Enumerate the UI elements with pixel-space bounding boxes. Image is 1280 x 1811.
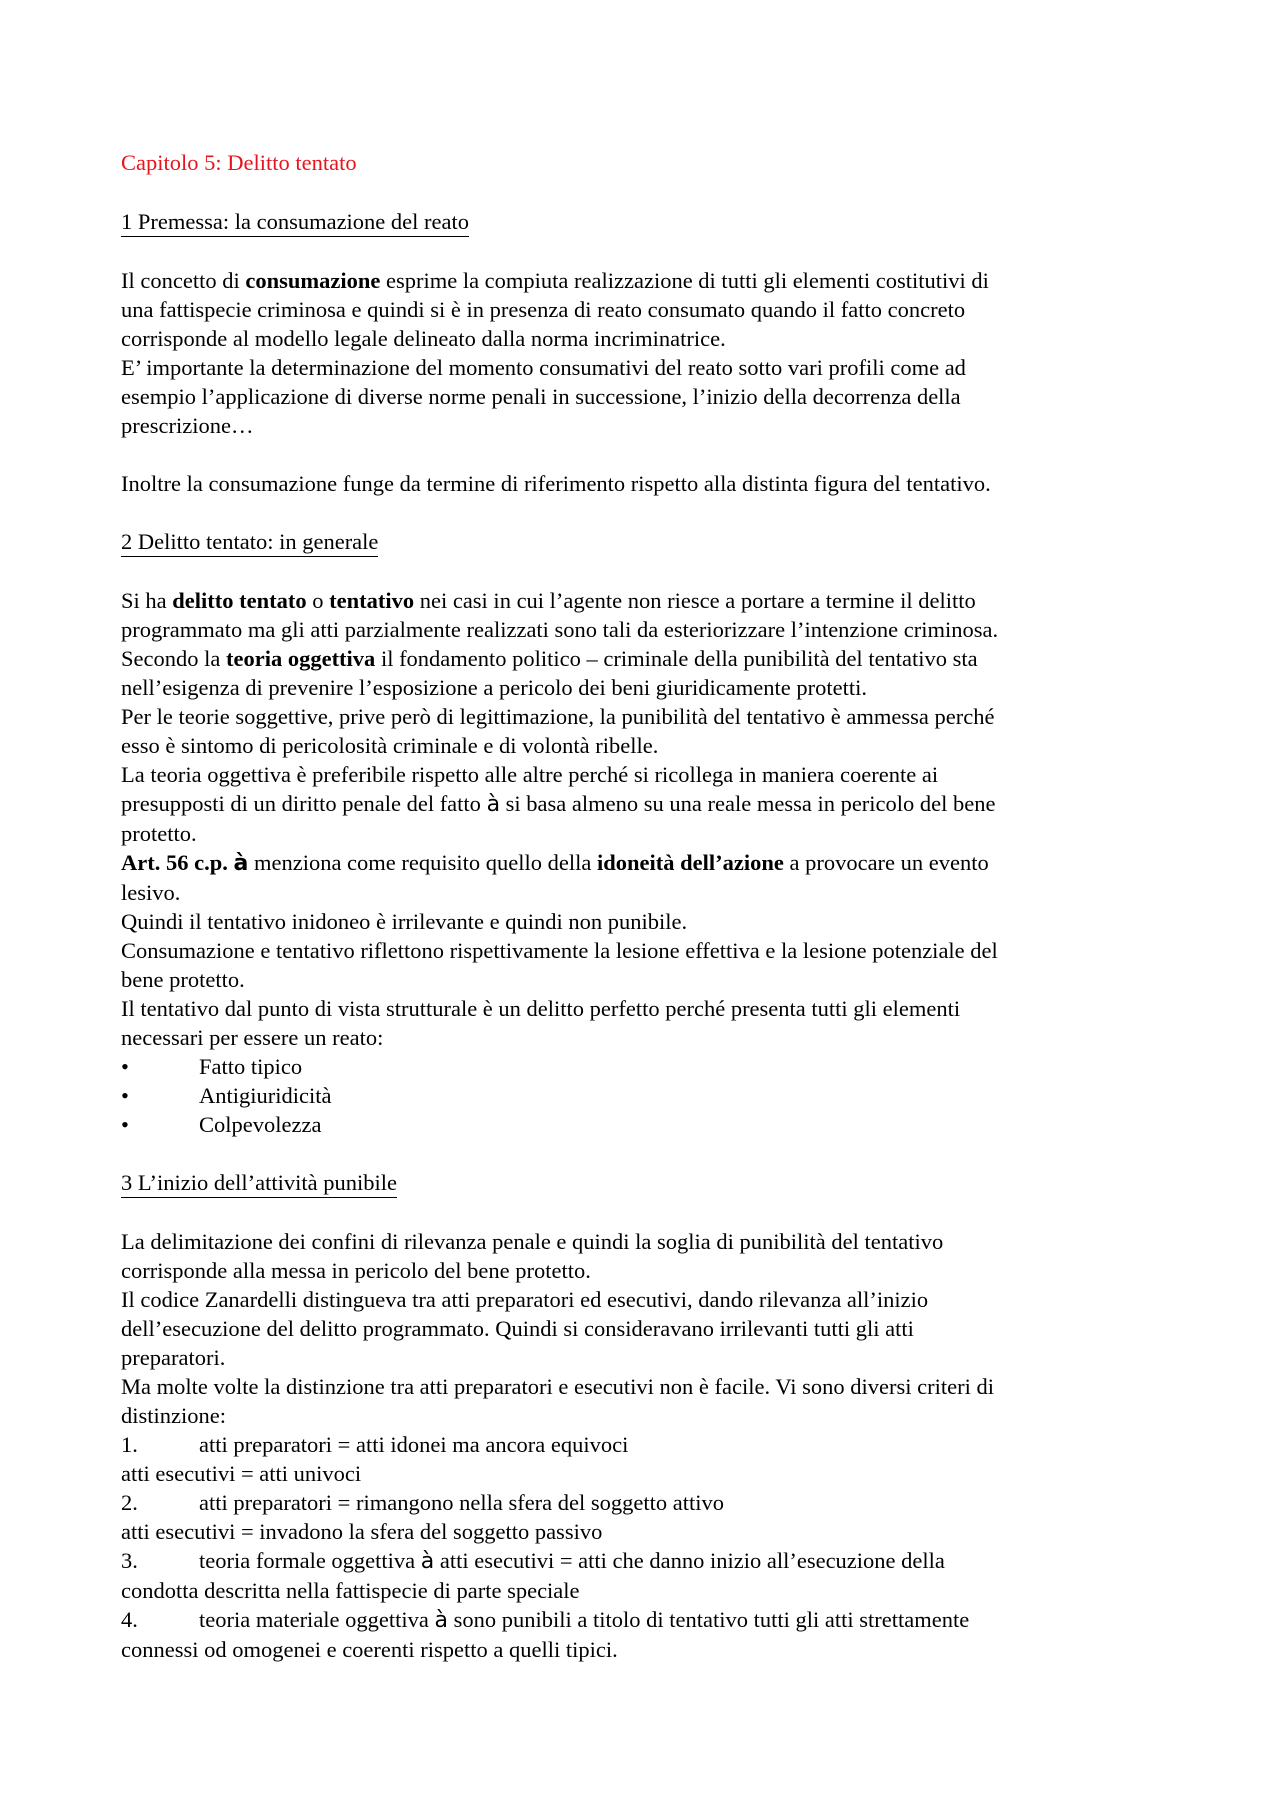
section2-paragraph: Si ha delitto tentato o tentativo nei casi in cui l’agente non riesce a portare a termine il delitto programmato ma gli atti parzialmente realizzati sono tali da esteriorizzare l’intenzione criminosa. Secondo la teoria oggettiva il fondamento politico – criminale della punibilità del tentativo sta nell’esigenza di prevenire l’esposizione a pericolo dei beni giuridicamente protetti. Per le teorie soggettive, prive però di legittimazione, la punibilità del tentativo è ammessa perché esso è sintomo di pericolosità criminale e di volontà ribelle. La teoria oggettiva è preferibile rispetto alle altre perché si ricollega in maniera coerente ai presupposti di un diritto penale del fatto à si basa almeno su una reale messa in pericolo del bene protetto. Art. 56 c.p. à menziona come requisito quello della idoneità dell’azione a provocare un evento lesivo. Quindi il tentativo inidoneo è irrilevante e quindi non punibile. Consumazione e tentativo riflettono rispettivamente la lesione effettiva e la lesione potenziale del bene protetto. Il tentativo dal punto di vista strutturale è un delitto perfetto perché presenta tutti gli elementi necessari per essere un reato: • Fatto tipico • Antigiuridicità • Colpevolezza	[121, 586, 1161, 1139]
numbered-item-continuation: atti esecutivi = invadono la sfera del soggetto passivo	[121, 1519, 603, 1544]
list-item: • Antigiuridicità	[121, 1083, 332, 1108]
arrow-icon: à	[233, 851, 249, 876]
text-line: E’ importante la determinazione del momento consumativi del reato sotto vari profili come ad	[121, 355, 966, 380]
text-line: Quindi il tentativo inidoneo è irrilevante e quindi non punibile.	[121, 909, 688, 934]
text-line: corrisponde alla messa in pericolo del bene protetto.	[121, 1258, 591, 1283]
section1-paragraph: Il concetto di consumazione esprime la compiuta realizzazione di tutti gli elementi costitutivi di una fattispecie criminosa e quindi si è in presenza di reato consumato quando il fatto concreto corrisponde al modello legale delineato dalla norma incriminatrice. E’ importante la determinazione del momento consumativi del reato sotto vari profili come ad esempio l’applicazione di diverse norme penali in successione, l’inizio della decorrenza della prescrizione…	[121, 266, 1161, 440]
text-line: La teoria oggettiva è preferibile rispetto alle altre perché si ricollega in maniera coerente ai	[121, 762, 939, 787]
text-line: La delimitazione dei confini di rilevanza penale e quindi la soglia di punibilità del tentativo	[121, 1229, 944, 1254]
document-page	[121, 148, 1161, 1664]
term-idoneita-azione: idoneità dell’azione	[596, 850, 784, 875]
numbered-item-continuation: connessi od omogenei e coerenti rispetto a quelli tipici.	[121, 1637, 618, 1662]
text-line: esso è sintomo di pericolosità criminale e di volontà ribelle.	[121, 733, 659, 758]
bullet-icon: •	[121, 1083, 129, 1108]
text-line: protetto.	[121, 821, 197, 846]
text-line: necessari per essere un reato:	[121, 1025, 384, 1050]
numbered-item: 4. teoria materiale oggettiva à sono punibili a titolo di tentativo tutti gli atti strettamente	[121, 1607, 970, 1633]
section-heading-2: 2 Delitto tentato: in generale	[121, 529, 378, 557]
text-line: bene protetto.	[121, 967, 245, 992]
list-item: • Fatto tipico	[121, 1054, 303, 1079]
term-tentativo: tentativo	[329, 588, 415, 613]
section-heading-3: 3 L’inizio dell’attività punibile	[121, 1170, 397, 1198]
text-line: prescrizione…	[121, 413, 254, 438]
section-heading-1: 1 Premessa: la consumazione del reato	[121, 209, 469, 237]
section1-paragraph-2: Inoltre la consumazione funge da termine di riferimento rispetto alla distinta figura del tentativo.	[121, 471, 991, 496]
text-line: programmato ma gli atti parzialmente realizzati sono tali da esteriorizzare l’intenzione criminosa.	[121, 617, 999, 642]
text-line: distinzione:	[121, 1403, 226, 1428]
text-line: Per le teorie soggettive, prive però di legittimazione, la punibilità del tentativo è ammessa perché	[121, 704, 995, 729]
text-line: esempio l’applicazione di diverse norme penali in successione, l’inizio della decorrenza della	[121, 384, 961, 409]
numbered-item-continuation: condotta descritta nella fattispecie di parte speciale	[121, 1578, 580, 1603]
list-item: • Colpevolezza	[121, 1112, 322, 1137]
text-line: dell’esecuzione del delitto programmato. Quindi si consideravano irrilevanti tutti gli atti	[121, 1316, 914, 1341]
numbered-item: 3. teoria formale oggettiva à atti esecutivi = atti che danno inizio all’esecuzione della	[121, 1548, 945, 1574]
bullet-icon: •	[121, 1112, 129, 1137]
text-line: lesivo.	[121, 880, 181, 905]
text-line: preparatori.	[121, 1345, 226, 1370]
numbered-item: 1. atti preparatori = atti idonei ma ancora equivoci	[121, 1432, 629, 1457]
bullet-icon: •	[121, 1054, 129, 1079]
chapter-title: Capitolo 5: Delitto tentato	[121, 150, 357, 175]
term-teoria-oggettiva: teoria oggettiva	[225, 646, 376, 671]
arrow-icon: à	[420, 1549, 435, 1574]
arrow-icon: à	[486, 792, 501, 817]
text-line: Consumazione e tentativo riflettono rispettivamente la lesione effettiva e la lesione potenziale del	[121, 938, 998, 963]
text-line: Il codice Zanardelli distingueva tra atti preparatori ed esecutivi, dando rilevanza all’inizio	[121, 1287, 929, 1312]
numbered-item-continuation: atti esecutivi = atti univoci	[121, 1461, 362, 1486]
section3-paragraph	[121, 1227, 1161, 1664]
text-line: Ma molte volte la distinzione tra atti preparatori e esecutivi non è facile. Vi sono diversi criteri di	[121, 1374, 994, 1399]
term-delitto-tentato: delitto tentato	[172, 588, 307, 613]
term-art-56: Art. 56 c.p.	[121, 850, 234, 875]
text-line: Il tentativo dal punto di vista strutturale è un delitto perfetto perché presenta tutti gli elementi	[121, 996, 961, 1021]
arrow-icon: à	[434, 1608, 448, 1633]
term-consumazione: consumazione	[245, 268, 381, 293]
text-line: una fattispecie criminosa e quindi si è in presenza di reato consumato quando il fatto concreto	[121, 297, 966, 322]
text-line: corrisponde al modello legale delineato dalla norma incriminatrice.	[121, 326, 726, 351]
text-line: nell’esigenza di prevenire l’esposizione a pericolo dei beni giuridicamente protetti.	[121, 675, 867, 700]
numbered-item: 2. atti preparatori = rimangono nella sfera del soggetto attivo	[121, 1490, 725, 1515]
